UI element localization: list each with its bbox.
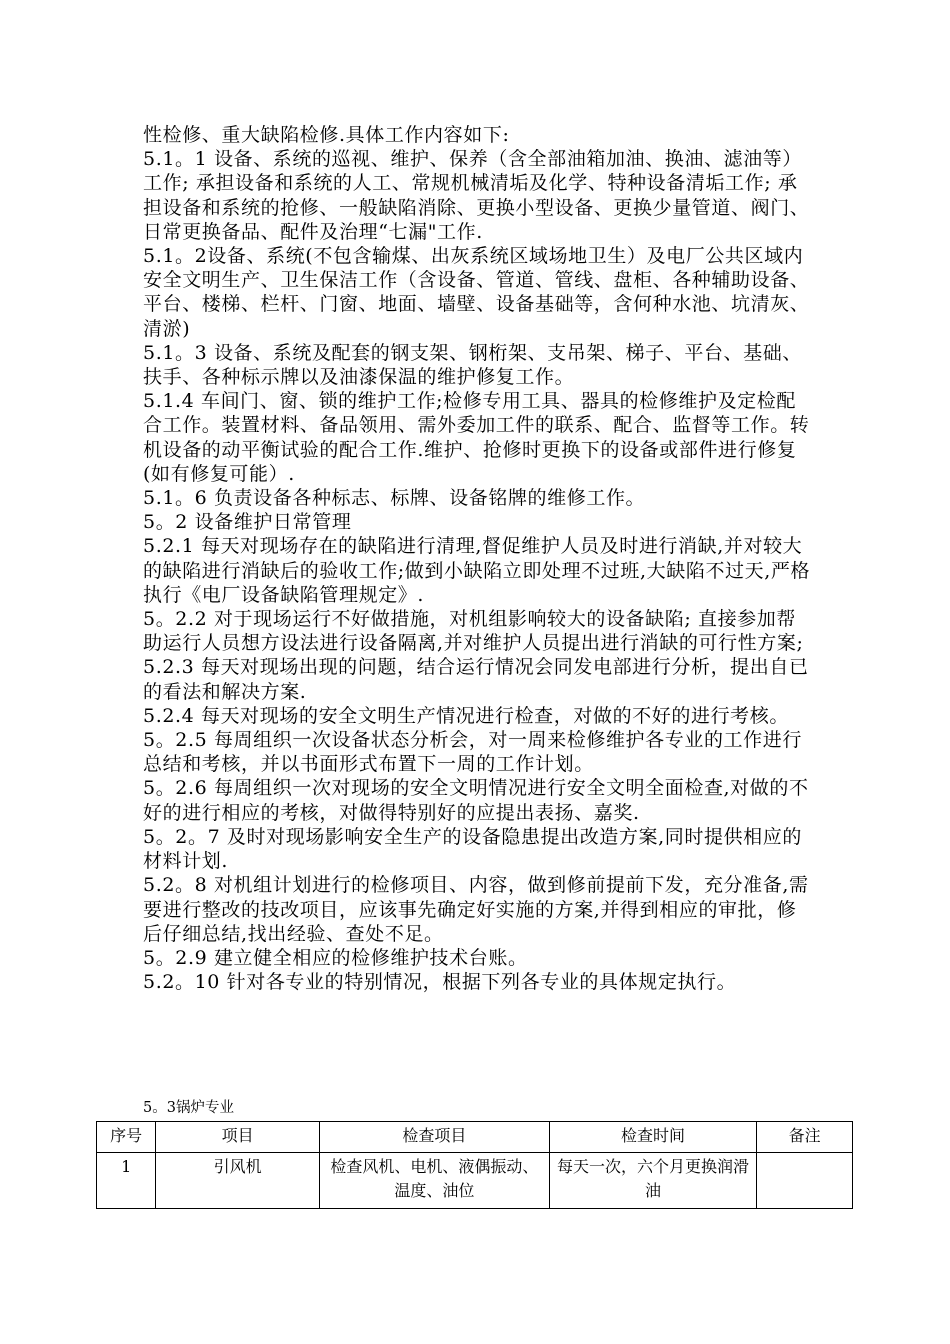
header-check-time: 检查时间 — [549, 1122, 756, 1153]
paragraph: 5。2.2 对于现场运行不好做措施，对机组影响较大的设备缺陷; 直接参加帮助运行人员想方设法进行设备隔离,并对维护人员提出进行消缺的可行性方案; — [143, 608, 804, 655]
table-caption: 5。3锅炉专业 — [143, 1100, 234, 1116]
cell-remark — [757, 1153, 853, 1209]
paragraph: 5.1。6 负责设备各种标志、标牌、设备铭牌的维修工作。 — [143, 487, 646, 510]
paragraph: 5。2。7 及时对现场影响安全生产的设备隐患提出改造方案,同时提供相应的材料计划. — [143, 825, 802, 873]
paragraph: 5.1。1 设备、系统的巡视、维护、保养（含全部油箱加油、换油、滤油等）工作; 承担设备和系统的人工、常规机械清垢及化学、特种设备清垢工作; 承担设备和系统的抢修、一般缺陷消除、更换小型设备、更换少量管道、阀门、日常更换备品、配件及治理“七漏"工作. — [143, 148, 810, 243]
paragraph: 5.2.3 每天对现场出现的问题，结合运行情况会同发电部进行分析，提出自已的看法和解决方案. — [143, 656, 809, 703]
cell-index: 1 — [97, 1153, 156, 1209]
header-check-item: 检查项目 — [319, 1122, 549, 1153]
section-heading: 5。2 设备维护日常管理 — [143, 511, 352, 534]
body-text — [143, 123, 815, 994]
paragraph: 5.2.1 每天对现场存在的缺陷进行清理,督促维护人员及时进行消缺,并对较大的缺陷进行消缺后的验收工作;做到小缺陷立即处理不过班,大缺陷不过天,严格执行《电厂设备缺陷管理规定》. — [143, 535, 811, 606]
inspection-table — [96, 1121, 853, 1209]
paragraph: 5.2。8 对机组计划进行的检修项目、内容，做到修前提前下发，充分准备,需要进行整改的技改项目，应该事先确定好实施的方案,并得到相应的审批，修后仔细总结,找出经验、查处不足。 — [143, 874, 809, 945]
header-remark: 备注 — [757, 1122, 853, 1153]
paragraph: 5.1.4 车间门、窗、锁的维护工作;检修专用工具、器具的检修维护及定检配合工作。装置材料、备品领用、需外委加工件的联系、配合、监督等工作。转机设备的动平衡试验的配合工作.维护、抢修时更换下的设备或部件进行修复(如有修复可能）. — [143, 390, 810, 485]
header-item: 项目 — [156, 1122, 319, 1153]
paragraph: 5。2.5 每周组织一次设备状态分析会，对一周来检修维护各专业的工作进行总结和考核，并以书面形式布置下一周的工作计划。 — [143, 729, 802, 776]
cell-item: 引风机 — [156, 1153, 319, 1209]
table-header-row — [97, 1122, 853, 1153]
paragraph: 5.1。3 设备、系统及配套的钢支架、钢桁架、支吊架、梯子、平台、基础、扶手、各种标示牌以及油漆保温的维护修复工作。 — [143, 341, 802, 389]
header-index: 序号 — [97, 1122, 156, 1153]
table-row — [97, 1153, 853, 1209]
paragraph: 5。2.9 建立健全相应的检修维护技术台账。 — [143, 946, 528, 969]
paragraph: 5.1。2设备、系统(不包含输煤、出灰系统区域场地卫生）及电厂公共区域内安全文明生产、卫生保洁工作（含设备、管道、管线、盘柜、各种辅助设备、平台、楼梯、栏杆、门窗、地面、墙壁、设备基础等，含何种水池、坑清灰、清淤) — [143, 245, 810, 340]
paragraph: 5.2.4 每天对现场的安全文明生产情况进行检查，对做的不好的进行考核。 — [143, 704, 789, 727]
paragraph: 性检修、重大缺陷检修.具体工作内容如下: — [143, 124, 510, 146]
paragraph: 5。2.6 每周组织一次对现场的安全文明情况进行安全文明全面检查,对做的不好的进行相应的考核，对做得特别好的应提出表扬、嘉奖. — [143, 777, 809, 824]
cell-check-item: 检查风机、电机、液偶振动、温度、油位 — [319, 1153, 549, 1209]
cell-check-time: 每天一次，六个月更换润滑油 — [549, 1153, 756, 1209]
paragraph: 5.2。10 针对各专业的特别情况，根据下列各专业的具体规定执行。 — [143, 971, 737, 994]
